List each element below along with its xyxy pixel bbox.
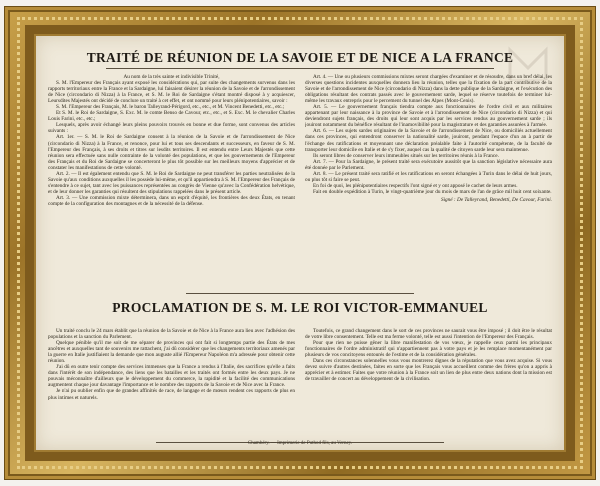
title-divider <box>106 68 494 69</box>
treaty-article-6: Art. 6. — Les sujets sardes originaires de la Savoie et de l'arrondissement de Nice, ou domiciliés actuellement dans ces provinces, qui entendront conserver la nationalité sarde, jouiront, pendant l'espace d'un an à partir de l'échange des ratifications et moyennant une déclaration préalable faite à l'autorité compétente, de la faculté de transporter leur domicile en Italie et de s'y fixer, auquel cas la qualité de citoyen sarde leur sera maintenue. <box>305 128 552 153</box>
document-sheet <box>36 36 564 450</box>
treaty-article-5: Art. 5. — Le gouvernement français tiendra compte aux fonctionnaires de l'ordre civil et aux militaires appartenant par leur naissance à la province de Savoie et à l'arrondissement de Nice (circondario di Nizza) et qui deviendront sujets français, des droits qui leur sont acquis par les services rendus au gouvernement sarde ; ils jouiront notamment du bénéfice résultant de l'inamovibilité pour la magistrature et des garanties assurées à l'armée. <box>305 104 552 129</box>
proclamation-left-column <box>48 328 295 438</box>
treaty-title: TRAITÉ DE RÉUNION DE LA SAVOIE ET DE NICE A LA FRANCE <box>86 50 514 65</box>
treaty-article-7: Art. 7. — Pour la Sardaigne, le présent traité sera exécutoire aussitôt que la sanction législative nécessaire aura été donnée par le Parlement. <box>305 158 552 171</box>
proclamation-right-column <box>305 328 552 438</box>
proclamation-paragraph: Pour que rien ne puisse gêner la libre manifestation de vos vœux, je rappelle ceux parmi les principaux fonctionnaires de l'ordre administratif qui n'appartiennent pas à votre pays et je les remplace momentanément par plusieurs de vos concitoyens entourés de l'estime et de la considération générales. <box>305 340 552 359</box>
proclamation-paragraph: Quelque pénible qu'il me soit de me séparer de provinces qui ont fait si longtemps partie des États de mes ancêtres et auxquelles tant de souvenirs me rattachent, j'ai dû considérer que les changements territoriaux amenés par la guerre en Italie justifiaient la demande que mon auguste allié l'Empereur Napoléon m'a adressée pour obtenir cette réunion. <box>48 340 295 365</box>
proclamation-columns <box>48 328 552 438</box>
proclamation-paragraph: J'ai dû en outre tenir compte des services immenses que la France a rendus à l'Italie, des sacrifices qu'elle a faits dans l'intérêt de son indépendance, des liens que les batailles et les traités ont formés entre les deux pays. Je ne pouvais méconnaître d'ailleurs que le développement du commerce, la rapidité et la facilité des communications augmentent chaque jour davantage l'importance et le nombre des rapports de la Savoie et de Nice avec la France. <box>48 364 295 389</box>
treaty-signatures: Signé : De Talleyrand, Benedetti, De Cavour, Farini. <box>440 196 552 203</box>
proclamation-paragraph: Dans ces circonstances solennelles vous vous montrerez dignes de la réputation que vous avez acquise. Si vous devez suivre d'autres destinées, faites en sorte que les Français vous accueillent comme des frères qu'on a appris à apprécier et à estimer. Faites que votre réunion à la France soit un lien de plus entre deux nations dont la mission est de travailler de concert au développement de la civilisation. <box>305 358 552 383</box>
treaty-paragraph: Au nom de la très sainte et indivisible Trinité, <box>123 74 220 80</box>
proclamation-paragraph: Je n'ai pu oublier enfin que de grandes affinités de race, de langage et de mœurs rendent ces rapports de plus en plus intimes et naturels. <box>48 388 295 401</box>
treaty-article-4: Art. 4. — Une ou plusieurs commissions mixtes seront chargées d'examiner et de résoudre, dans un bref délai, les diverses questions incidentes auxquelles donnera lieu la réunion, telles que la fixation de la part contributive de la Savoie et de l'arrondissement de Nice (circondario di Nizza) dans la dette publique de la Sardaigne, et l'exécution des obligations résultant des contrats passés avec le gouvernement sarde, lequel se réserve toutefois de terminer lui-même les travaux entrepris pour le percement du tunnel des Alpes (Mont-Cenis). <box>305 74 552 105</box>
treaty-article-2: Art. 2. — Il est également entendu que S. M. le Roi de Sardaigne ne peut transférer les parties neutralisées de la Savoie qu'aux conditions auxquelles il les possède lui-même, et qu'il appartiendra à S. M. l'Empereur des Français de s'entendre à ce sujet, tant avec les puissances représentées au congrès de Vienne qu'avec la Confédération helvétique, et de leur donner les garanties qui résultent des stipulations rappelées dans le présent article. <box>48 170 295 195</box>
treaty-article-3: Art. 3. — Une commission mixte déterminera, dans un esprit d'équité, les frontières des deux États, en tenant compte de la configuration des montagnes et de la nécessité de la défense. <box>48 194 295 207</box>
printer-imprint: Chambéry. — Imprimerie de Puthod fils, au Verney. <box>247 441 353 446</box>
section-divider <box>186 293 414 294</box>
treaty-paragraph: Et S. M. le Roi de Sardaigne, S. Exc. M. le comte Benso de Cavour, etc., etc., et S. Exc. M. le chevalier Charles Louis Farini, etc., etc.; <box>48 110 295 123</box>
treaty-right-column <box>305 74 552 284</box>
treaty-article-8: Art. 8. — Le présent traité sera ratifié et les ratifications en seront échangées à Turin dans le délai de huit jours, ou plus tôt si faire se peut. <box>305 170 552 183</box>
proclamation-paragraph: Toutefois, ce grand changement dans le sort de ces provinces ne saurait vous être imposé ; il doit être le résultat de votre libre consentement. Telle est ma ferme volonté, telle est aussi l'intention de l'Empereur des Français. <box>305 328 552 341</box>
treaty-paragraph: Fait en double expédition à Turin, le vingt-quatrième jour du mois de mars de l'an de grâce mil huit cent soixante. <box>313 188 552 195</box>
treaty-columns <box>48 74 552 284</box>
treaty-left-column <box>48 74 295 284</box>
treaty-paragraph: S. M. l'Empereur des Français, M. le baron Talleyrand-Périgord, etc., etc., et M. Vincent Benedetti, etc., etc.; <box>56 104 285 111</box>
treaty-paragraph: Ils seront libres de conserver leurs immeubles situés sur les territoires réunis à la France. <box>313 152 499 159</box>
treaty-paragraph: S. M. l'Empereur des Français ayant exposé les considérations qui, par suite des changements survenus dans les rapports territoriaux entre la France et la Sardaigne, lui faisaient désirer la réunion de la Savoie et de l'arrondissement de Nice (circondario di Nizza) à la France, et S. M. le Roi de Sardaigne s'étant montré disposé à y acquiescer, Leursdites Majestés ont décidé de conclure un traité à cet effet, et ont nommé pour leurs plénipotentiaires, savoir : <box>48 80 295 105</box>
treaty-paragraph: En foi de quoi, les plénipotentiaires respectifs l'ont signé et y ont apposé le cachet de leurs armes. <box>313 182 518 189</box>
treaty-paragraph: Lesquels, après avoir échangé leurs pleins pouvoirs trouvés en bonne et due forme, sont convenus des articles suivants : <box>48 122 295 135</box>
treaty-article-1: Art. 1er. — S. M. le Roi de Sardaigne consent à la réunion de la Savoie et de l'arrondissement de Nice (circondario di Nizza) à la France, et renonce, pour lui et tous ses descendants et successeurs, en faveur de S. M. l'Empereur des Français, à ses droits et titres sur lesdits territoires. Il est entendu entre Leurs Majestés que cette réunion sera effectuée sans nulle contrainte de la volonté des populations, et que les gouvernements de l'Empereur des Français et du Roi de Sardaigne se concerteront le plus tôt possible sur les meilleurs moyens d'apprécier et de constater les manifestations de cette volonté. <box>48 134 295 171</box>
proclamation-paragraph: Un traité conclu le 24 mars établit que la réunion de la Savoie et de Nice à la France aura lieu avec l'adhésion des populations et la sanction du Parlement. <box>48 328 295 341</box>
proclamation-title: PROCLAMATION DE S. M. LE ROI VICTOR-EMMANUEL <box>112 300 488 315</box>
